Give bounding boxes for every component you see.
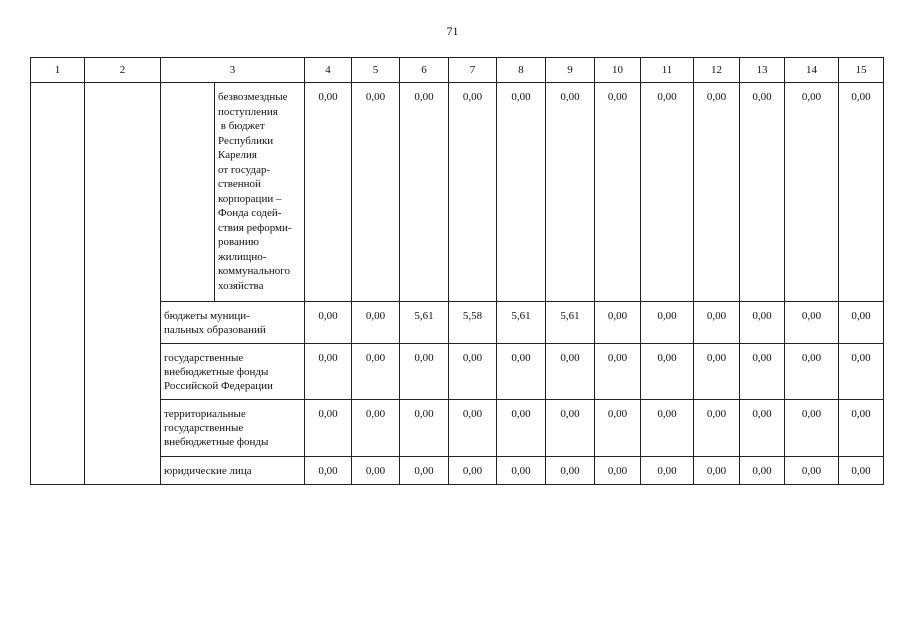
- value-cell: 0,00: [839, 457, 884, 485]
- label-line: корпорации –: [218, 192, 282, 205]
- label-line: государственные: [164, 422, 244, 434]
- value-cell: 0,00: [546, 400, 595, 457]
- label-line: ствия реформи-: [218, 221, 292, 234]
- col-header: 2: [85, 58, 161, 83]
- value-cell: 0,00: [305, 344, 352, 400]
- value-cell: 0,00: [694, 344, 740, 400]
- label-line: ственной: [218, 178, 261, 190]
- value-cell: 0,00: [641, 302, 694, 344]
- value-cell: 0,00: [785, 344, 839, 400]
- col-header: 15: [839, 58, 884, 83]
- table-row: [31, 83, 884, 302]
- col1-merged-cell: [31, 83, 85, 485]
- row-label: [161, 400, 305, 457]
- value-cell: 0,00: [497, 344, 546, 400]
- value-cell: 0,00: [694, 83, 740, 302]
- value-cell: 0,00: [641, 83, 694, 302]
- value-cell: 0,00: [785, 302, 839, 344]
- col-header: 4: [305, 58, 352, 83]
- row-label: [161, 457, 305, 485]
- value-cell: 0,00: [352, 302, 400, 344]
- label-line: в бюджет: [218, 120, 265, 132]
- col-header: 14: [785, 58, 839, 83]
- value-cell: 5,58: [449, 302, 497, 344]
- value-cell: 0,00: [546, 457, 595, 485]
- col-header: 9: [546, 58, 595, 83]
- value-cell: 0,00: [400, 344, 449, 400]
- label-line: от государ-: [218, 163, 271, 176]
- value-cell: 0,00: [740, 400, 785, 457]
- label-line: Фонда содей-: [218, 207, 282, 219]
- value-cell: 0,00: [839, 83, 884, 302]
- label-line: внебюджетные фонды: [164, 436, 269, 448]
- label-line: жилищно-: [218, 250, 267, 263]
- col-header: 13: [740, 58, 785, 83]
- col-header: 7: [449, 58, 497, 83]
- value-cell: 0,00: [785, 457, 839, 485]
- value-cell: 0,00: [641, 400, 694, 457]
- value-cell: 0,00: [839, 400, 884, 457]
- value-cell: 0,00: [740, 344, 785, 400]
- value-cell: 0,00: [305, 457, 352, 485]
- value-cell: 0,00: [497, 83, 546, 302]
- value-cell: 0,00: [641, 457, 694, 485]
- label-line: внебюджетные фонды: [164, 366, 269, 378]
- value-cell: 0,00: [740, 457, 785, 485]
- label-line: бюджеты муници-: [164, 310, 250, 322]
- value-cell: 0,00: [305, 302, 352, 344]
- value-cell: 0,00: [839, 344, 884, 400]
- value-cell: 0,00: [595, 83, 641, 302]
- col3-indent-cell: [161, 83, 215, 302]
- value-cell: 0,00: [694, 302, 740, 344]
- page-number: 71: [446, 24, 459, 38]
- label-line: рованию: [218, 236, 259, 248]
- row-label: [215, 83, 305, 302]
- value-cell: 0,00: [546, 83, 595, 302]
- value-cell: 0,00: [449, 400, 497, 457]
- value-cell: 0,00: [449, 83, 497, 302]
- col-header: 5: [352, 58, 400, 83]
- col-header: 11: [641, 58, 694, 83]
- col-header: 6: [400, 58, 449, 83]
- col-header: 8: [497, 58, 546, 83]
- value-cell: 0,00: [352, 83, 400, 302]
- label-line: поступления: [218, 105, 278, 118]
- value-cell: 5,61: [546, 302, 595, 344]
- value-cell: 0,00: [694, 400, 740, 457]
- header-row: [31, 58, 884, 83]
- label-line: территориальные: [164, 408, 246, 420]
- label-line: Российской Федерации: [164, 380, 273, 392]
- value-cell: 0,00: [400, 400, 449, 457]
- value-cell: 0,00: [785, 83, 839, 302]
- value-cell: 0,00: [305, 83, 352, 302]
- value-cell: 0,00: [694, 457, 740, 485]
- value-cell: 0,00: [740, 302, 785, 344]
- col-header: 3: [161, 58, 305, 83]
- label-line: государственные: [164, 352, 244, 364]
- value-cell: 0,00: [305, 400, 352, 457]
- value-cell: 0,00: [641, 344, 694, 400]
- col-header: 12: [694, 58, 740, 83]
- value-cell: 0,00: [400, 457, 449, 485]
- label-line: коммунального: [218, 265, 290, 277]
- value-cell: 0,00: [352, 457, 400, 485]
- label-line: Карелия: [218, 149, 257, 161]
- value-cell: 0,00: [839, 302, 884, 344]
- label-line: Республики: [218, 134, 274, 147]
- value-cell: 0,00: [595, 457, 641, 485]
- label-line: юридические лица: [164, 465, 252, 477]
- label-line: хозяйства: [218, 279, 264, 292]
- row-label: [161, 344, 305, 400]
- value-cell: 0,00: [595, 302, 641, 344]
- value-cell: 5,61: [400, 302, 449, 344]
- value-cell: 5,61: [497, 302, 546, 344]
- label-line: безвозмездные: [218, 91, 288, 103]
- value-cell: 0,00: [497, 400, 546, 457]
- col-header: 10: [595, 58, 641, 83]
- value-cell: 0,00: [352, 400, 400, 457]
- col2-merged-cell: [85, 83, 161, 485]
- value-cell: 0,00: [546, 344, 595, 400]
- row-label: [161, 302, 305, 344]
- value-cell: 0,00: [449, 457, 497, 485]
- value-cell: 0,00: [595, 400, 641, 457]
- value-cell: 0,00: [595, 344, 641, 400]
- label-line: пальных образований: [164, 324, 266, 336]
- value-cell: 0,00: [449, 344, 497, 400]
- value-cell: 0,00: [400, 83, 449, 302]
- data-table: [30, 57, 884, 485]
- value-cell: 0,00: [740, 83, 785, 302]
- col-header: 1: [31, 58, 85, 83]
- value-cell: 0,00: [785, 400, 839, 457]
- value-cell: 0,00: [352, 344, 400, 400]
- value-cell: 0,00: [497, 457, 546, 485]
